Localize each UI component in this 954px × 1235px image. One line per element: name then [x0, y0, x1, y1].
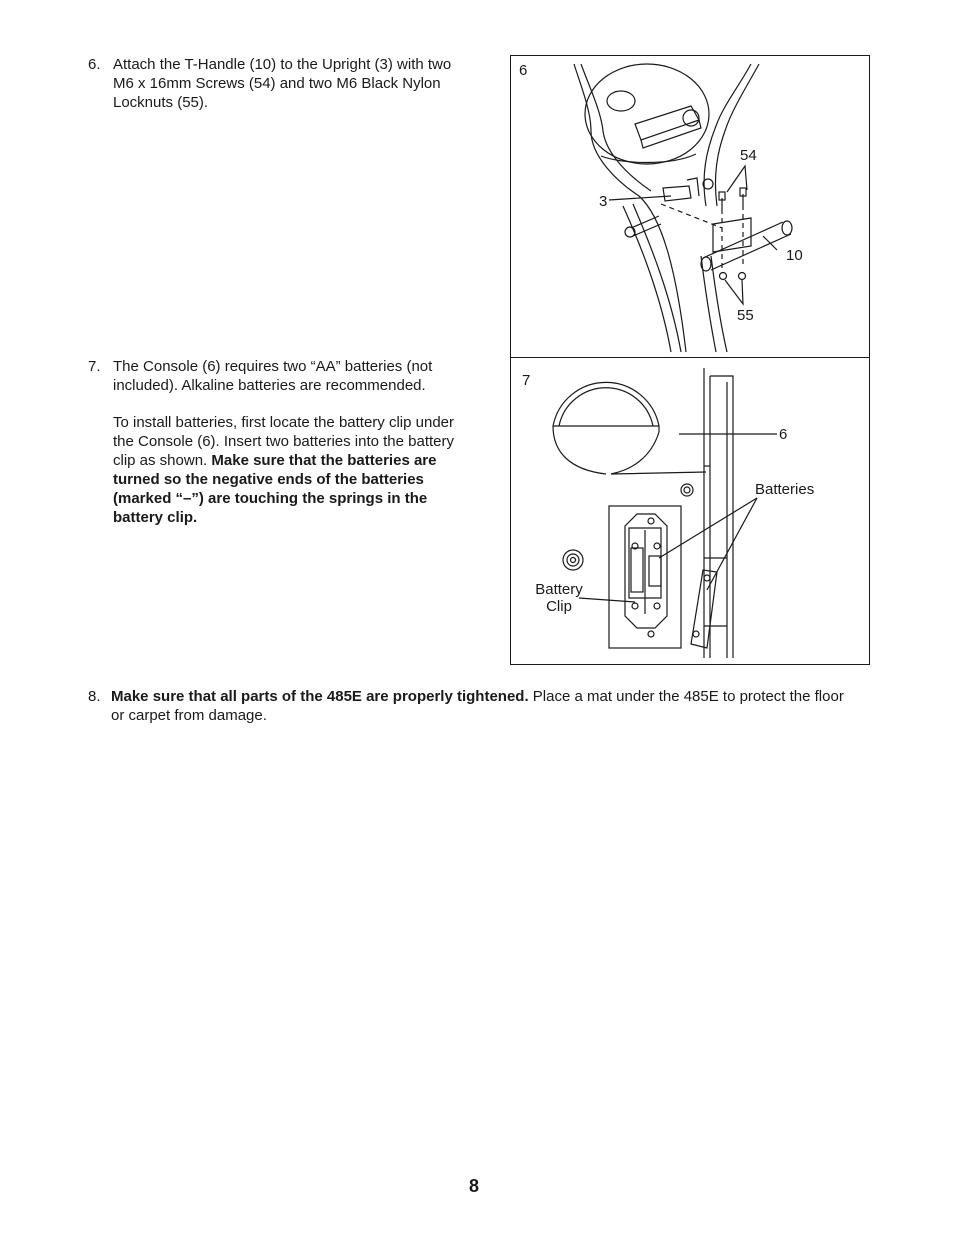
callout-upright: 3	[599, 193, 608, 210]
step-text: Attach the T-Handle (10) to the Upright (3) with two M6 x 16mm Screws (54) and two M6 Black Nylon Locknuts (55).	[113, 56, 452, 111]
callout-battery-clip-line2: Clip	[546, 598, 572, 615]
step-text	[111, 687, 846, 725]
callout-console: 6	[779, 426, 788, 443]
step-number: 8.	[88, 688, 101, 705]
figure-number: 7	[522, 372, 531, 389]
page-number: 8	[469, 1176, 480, 1196]
step-text: The Console (6) requires two “AA” batteries (not included). Alkaline batteries are recommended.	[113, 358, 433, 394]
callout-t-handle: 10	[786, 247, 803, 264]
callout-locknuts: 55	[737, 307, 754, 324]
step-number: 7.	[88, 358, 101, 375]
figure-6	[510, 55, 870, 359]
step-instructions	[113, 413, 475, 527]
callout-battery-clip-line1: Battery	[535, 581, 583, 598]
figure-number: 6	[519, 62, 528, 79]
callout-battery-clip	[533, 581, 585, 615]
callout-batteries: Batteries	[755, 481, 815, 498]
step-number: 6.	[88, 56, 101, 73]
step-warning: Make sure that all parts of the 485E are properly tightened.	[111, 688, 529, 705]
callout-screws: 54	[740, 147, 757, 164]
step-text-rest: Place a mat under the 485E to protect the floor or carpet from damage.	[111, 688, 844, 724]
step-warning: Make sure that the batteries are turned so the negative ends of the batteries (marked “–”) are touching the springs in the battery clip.	[113, 452, 437, 526]
figure-7-illustration	[511, 358, 869, 664]
figure-6-illustration	[511, 56, 869, 358]
figure-7	[510, 357, 870, 665]
step-instructions-text: To install batteries, first locate the battery clip under the Console (6). Insert two batteries into the battery clip as shown.	[113, 414, 455, 469]
